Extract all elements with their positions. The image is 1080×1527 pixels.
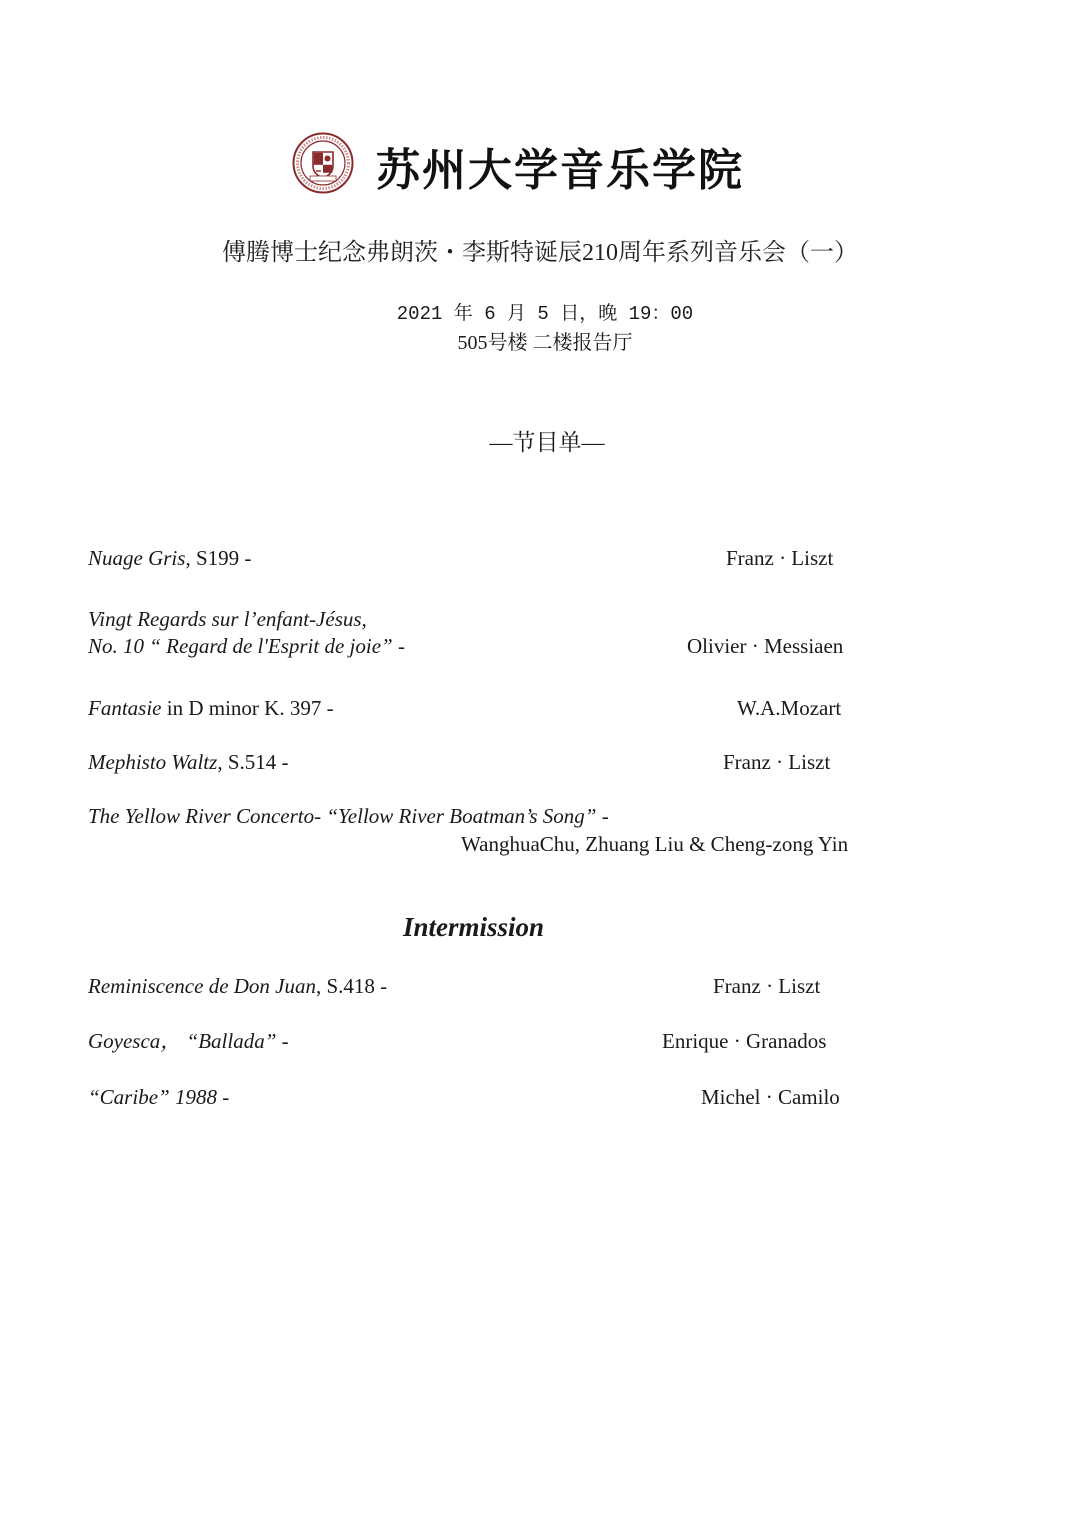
work-title: The Yellow River Concerto- “Yellow River Boatman’s Song”: [88, 804, 597, 828]
work-title: No. 10 “ Regard de l'Esprit de joie”: [88, 634, 393, 658]
work-catalog: , S.418 -: [316, 974, 388, 998]
program-item-composer: Michel · Camilo: [701, 1085, 840, 1109]
program-item-title: [88, 749, 289, 776]
work-title: Mephisto Waltz: [88, 750, 218, 774]
concert-venue: 505号楼 二楼报告厅: [457, 332, 633, 354]
concert-datetime: 2021 年 6 月 5 日，晚 19：00: [396, 303, 694, 325]
program-item-title: [88, 973, 387, 1000]
work-catalog: in D minor K. 397 -: [161, 696, 334, 720]
work-title: “Caribe” 1988: [88, 1085, 217, 1109]
work-title: Vingt Regards sur l’enfant-Jésus,: [88, 607, 367, 631]
program-item-composer: Franz · Liszt: [713, 974, 821, 998]
program-item-composer: WanghuaChu, Zhuang Liu & Cheng-zong Yin: [461, 832, 849, 856]
program-item-composer: Enrique · Granados: [662, 1029, 827, 1053]
program-item-composer: Olivier · Messiaen: [687, 634, 844, 658]
university-seal-icon: [292, 132, 354, 194]
header: [0, 128, 1080, 198]
work-catalog: -: [392, 634, 405, 658]
work-catalog: -: [596, 804, 609, 828]
program-item-title: [88, 803, 609, 830]
program-item-composer: Franz · Liszt: [723, 750, 831, 774]
work-title: Goyesca， “Ballada”: [88, 1029, 277, 1053]
work-title: Nuage Gris: [88, 546, 186, 570]
program-item-composer: Franz · Liszt: [726, 546, 834, 570]
work-title: Reminiscence de Don Juan: [88, 974, 316, 998]
program-item-title: [88, 695, 334, 722]
work-catalog: -: [276, 1029, 289, 1053]
work-catalog: , S.514 -: [217, 750, 289, 774]
concert-title: 傅腾博士纪念弗朗茨・李斯特诞辰210周年系列音乐会（一）: [222, 240, 858, 266]
program-item-title-line2: [88, 633, 405, 660]
program-item-title: [88, 606, 367, 633]
work-title: Fantasie: [88, 696, 162, 720]
program-heading: —节目单—: [489, 430, 605, 455]
school-name: 苏州大学音乐学院: [376, 146, 744, 195]
work-catalog: -: [216, 1085, 230, 1109]
program-item-title: [88, 1028, 289, 1055]
intermission-label: Intermission: [403, 912, 545, 942]
program-item-title: [88, 545, 251, 572]
program-item-title: [88, 1084, 229, 1111]
program-item-composer: W.A.Mozart: [737, 696, 842, 720]
work-catalog: , S199 -: [185, 546, 252, 570]
